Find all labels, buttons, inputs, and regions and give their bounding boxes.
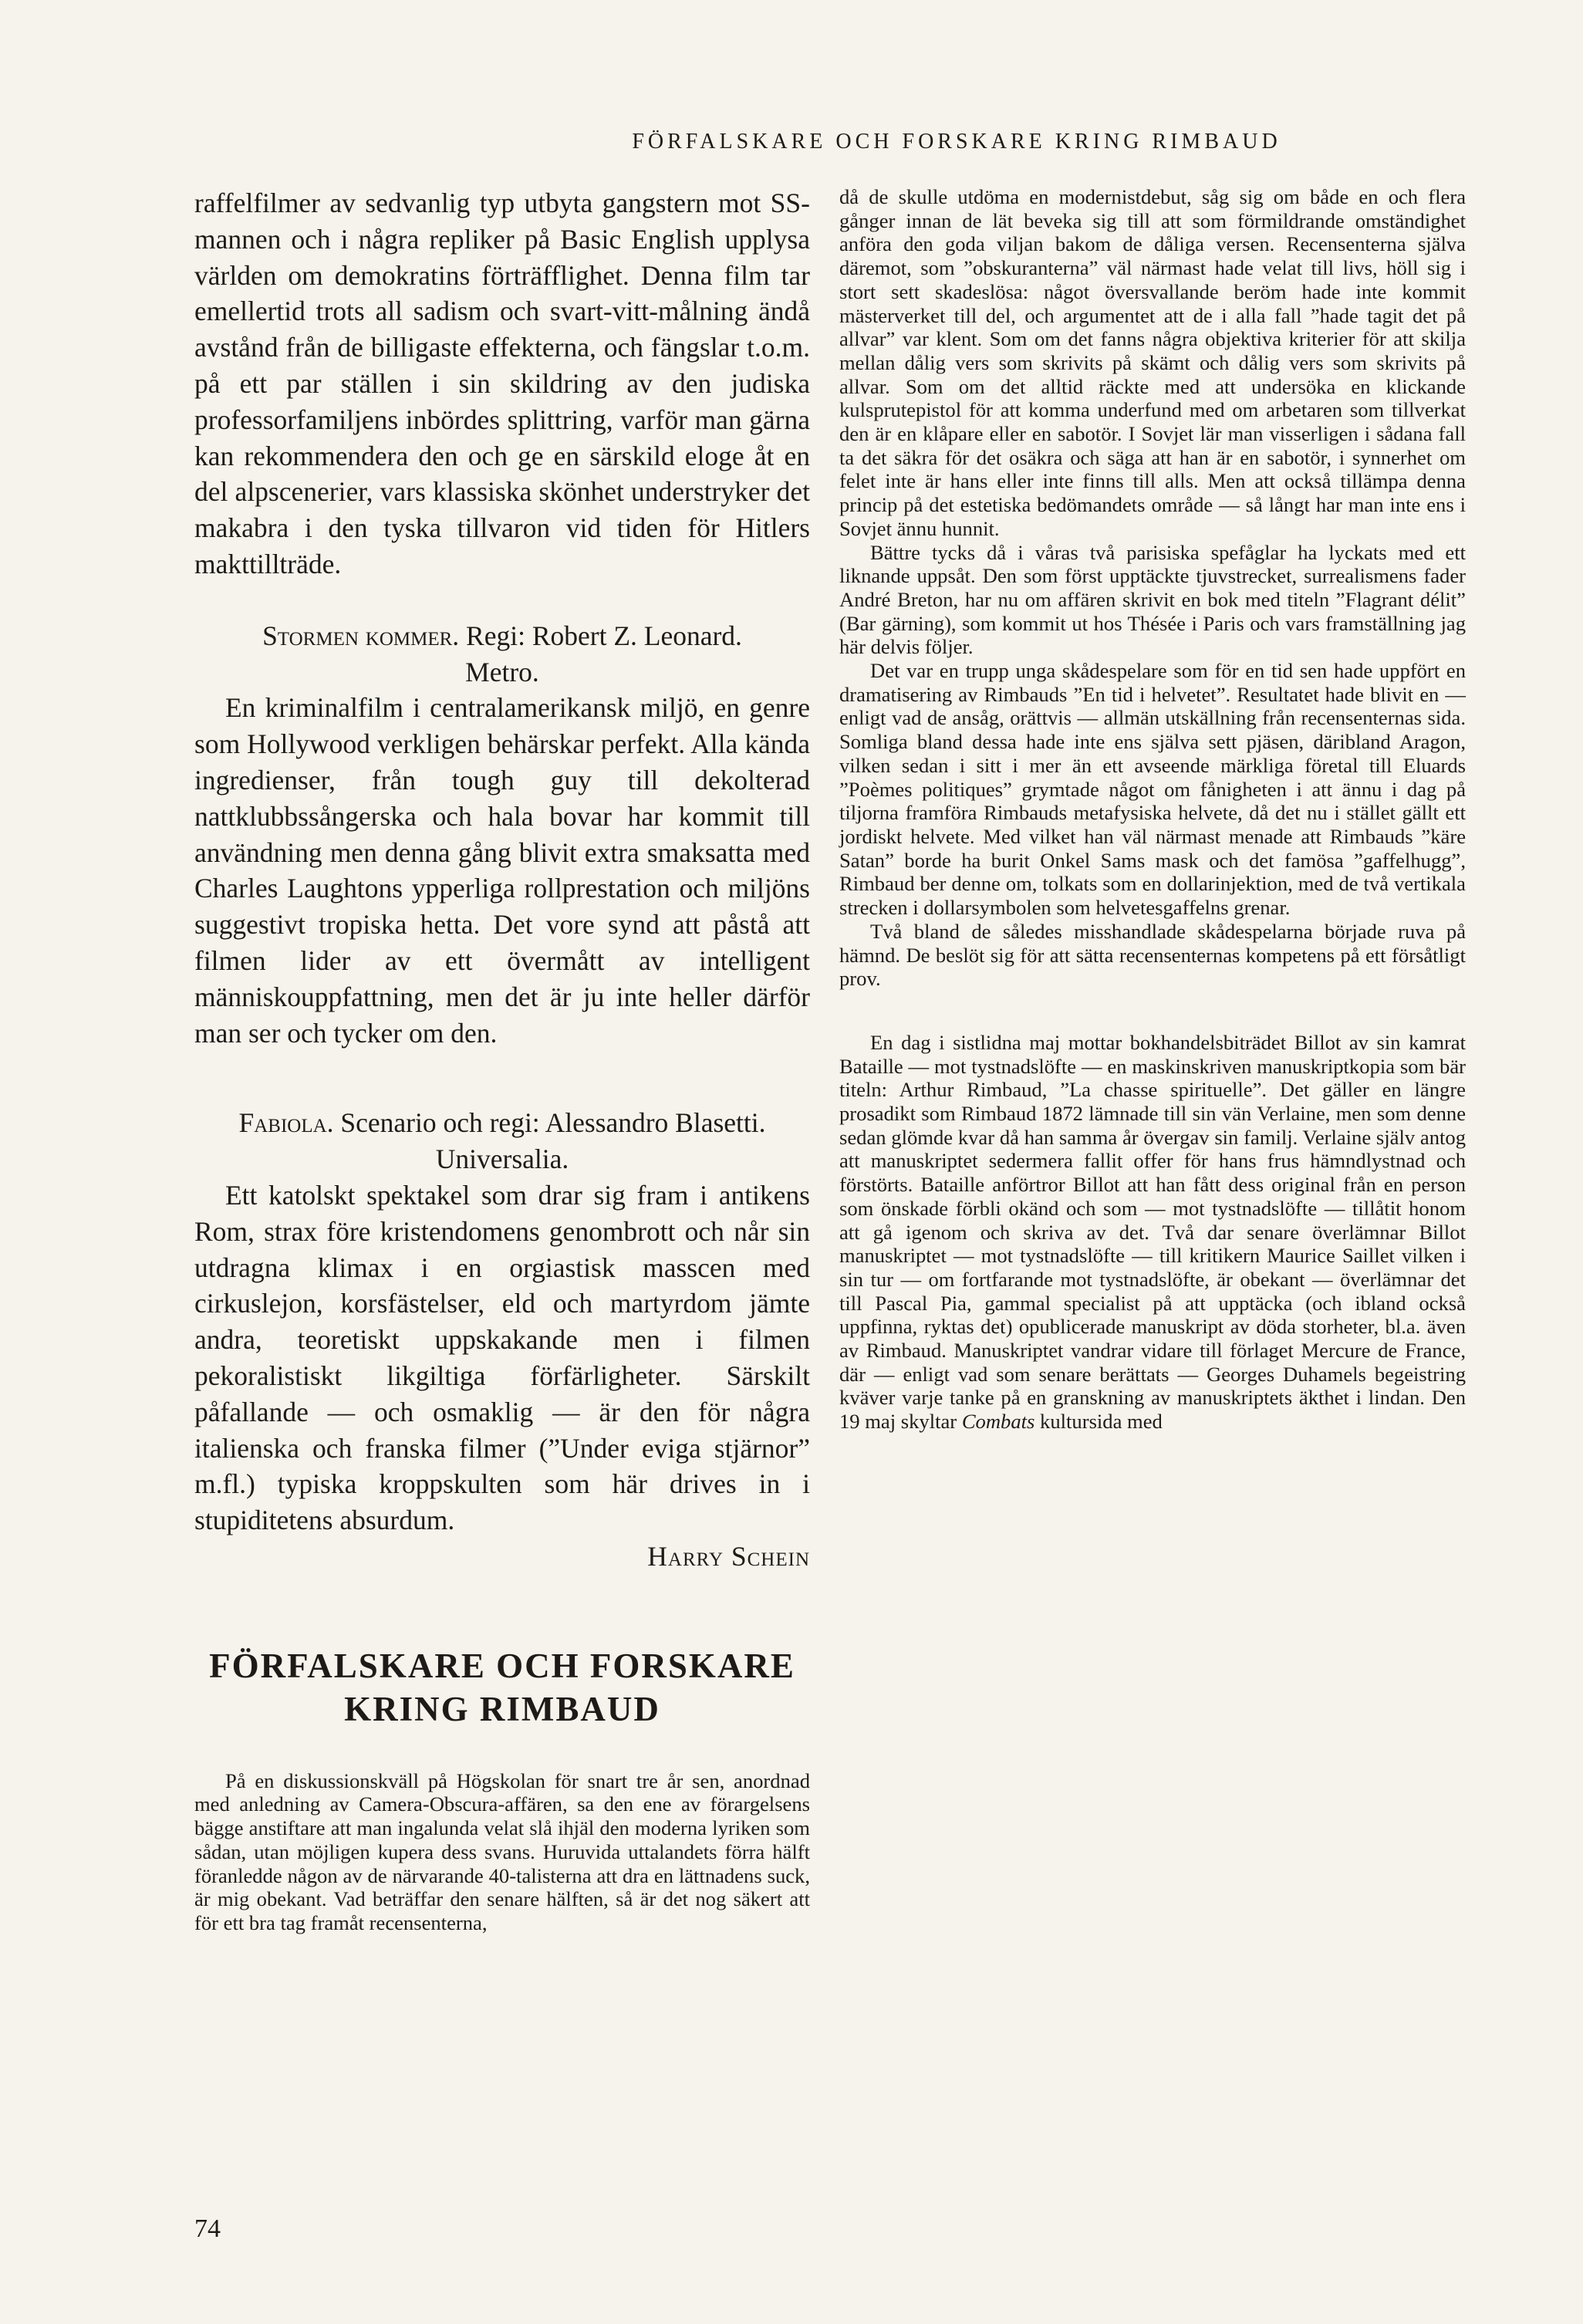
article-paragraph-5-end: kultursida med (1040, 1410, 1163, 1434)
review-body-stormen: En kriminalfilm i centralamerikansk miljö, en genre som Hollywood verkligen behärskar perfekt. Alla kända ingredienser, från tough guy till dekolterad nattklubbssångerska och hala bovar har kommit till användning men denna gång blivit extra smaksatta med Charles Laughtons ypperliga rollprestation och miljöns suggestivt tropiska hetta. Det vore synd att påstå att filmen lider av ett övermått av intelligent människouppfattning, men det är ju inte heller därför man ser och tycker om den. (194, 692, 810, 1049)
article-paragraph-4: Två bland de således misshandlade skådespelarna började ruva på hämnd. De beslöt sig för att sätta recensenternas kompetens på ett försåtligt prov. (839, 919, 1466, 991)
page-number: 74 (194, 2214, 221, 2243)
review-credits-fabiola: Scenario och regi: Alessandro Blasetti. Universalia. (340, 1107, 766, 1175)
article-title (194, 1644, 810, 1731)
review-title-fabiola: Fabiola. (238, 1107, 334, 1139)
review-body-fabiola: Ett katolskt spektakel som drar sig fram i antikens Rom, strax före kristendomens genombrott och når sin utdragna klimax i en orgiastisk masscen med cirkuslejon, korsfästelser, eld och martyrdom jämte andra, teoretiskt uppskakande men i filmen pekoralistiskt likgiltiga förfärligheter. Särskilt påfallande — och osmaklig — är den för några italienska och franska filmer (”Under eviga stjärnor” m.fl.) typiska kroppskulten som här drives in i stupiditetens absurdum. (194, 1179, 810, 1536)
article-intro-paragraph: På en diskussionskväll på Högskolan för snart tre år sen, anordnad med anledning av Camera-Obscura-affären, sa den ene av förargelsens bägge anstiftare att man ingalunda velat slå ihjäl den moderna lyriken som sådan, utan möjligen kupera dess svans. Huruvida uttalandets förra hälft föranledde någon av de närvarande 40-talisterna att dra en lättnadens suck, är mig obekant. Vad beträffar den senare hälften, så är det nog säkert att för ett bra tag framåt recensenterna, (194, 1768, 810, 1934)
review-credits-stormen: Regi: Robert Z. Leonard. Metro. (465, 620, 742, 687)
combats-title: Combats (961, 1410, 1035, 1434)
article-paragraph-1: då de skulle utdöma en modernistdebut, såg sig om både en och flera gånger innan de lät beveka sig till att som förmildrande omständighet anföra den goda viljan bakom de dåliga versen. Recensenterna själva däremot, som ”obskuranterna” väl närmast hade velat till livs, höll sig i stort sett skadeslösa: något översvallande beröm hade inte kommit mästerverket till del, och argumentet att de i alla fall ”hade tagit det på allvar” var klent. Som om det fanns några objektiva kriterier för att skilja mellan dålig vers som skrivits på skämt och dålig vers som skrivits på allvar. Som om det alltid räckte med att undersöka en klickande kulsprutepistol för att komma underfund med om arbetaren som tillverkat den är en klåpare eller en sabotör. I Sovjet lär man visserligen i sådana fall ta det säkra för det osäkra och säga att han är en sabotör, i synnerhet om felet inte är hans eller inte finns till alls. Men att också tillämpa denna princip på det estetiska bedömandets område — så långt har man inte ens i Sovjet ännu hunnit. (839, 185, 1466, 540)
article-paragraph-5 (839, 1031, 1466, 1434)
right-column (839, 185, 1466, 1434)
review-heading-fabiola (194, 1105, 810, 1177)
review-byline (194, 1539, 810, 1575)
review-title-stormen: Stormen kommer. (262, 620, 460, 651)
article-paragraph-3: Det var en trupp unga skådespelare som för en tid sen hade uppfört en dramatisering av Rimbauds ”En tid i helvetet”. Resultatet hade blivit en — enligt vad de ansåg, orättvis — allmän utskällning från recensenternas sida. Somliga bland dessa hade inte ens själva sett pjäsen, däribland Aragon, vilken sedan i sitt i mer än ett avseende märkliga företal till Eluards ”Poèmes politiques” grymtade något om fånigheten i att ännu i dag på tiljorna framföra Rimbauds metafysiska helvete, då det nu i stället gällt ett jordiskt helvete. Med vilket han väl närmast menade att Rimbauds ”käre Satan” borde ha burit Onkel Sams mask och det famösa ”gaffelhugg”, Rimbaud ber denne om, tolkats som en dollarinjektion, med de två vertikala strecken i dollarsymbolen som helvetesgaffelns grenar. (839, 659, 1466, 920)
review-author: Harry Schein (647, 1540, 810, 1572)
article-paragraph-2: Bättre tycks då i våras två parisiska spefåglar ha lyckats med ett liknande uppsåt. Den som först upptäckte tjuvstrecket, surrealismens fader André Breton, har nu om affären skrivit en bok med titeln ”Flagrant délit” (Bar gärning), som kommit ut hos Thésée i Paris och vars framställning jag här delvis följer. (839, 540, 1466, 659)
continuation-paragraph: raffelfilmer av sedvanlig typ utbyta gangstern mot SS-mannen och i några repliker på Basic English upplysa världen om demokratins förträfflighet. Denna film tar emellertid trots all sadism och svart-vitt-målning ändå avstånd från de billigaste effekterna, och fängslar t.o.m. på ett par ställen i sin skildring av den judiska professorfamiljens inbördes splittring, varför man gärna kan rekommendera den och ge en särskild eloge åt en del alpscenerier, vars klassiska skönhet understryker det makabra i den tyska tillvaron vid tiden för Hitlers makttillträde. (194, 187, 810, 579)
left-column (194, 185, 810, 1935)
article-paragraph-5-text: En dag i sistlidna maj mottar bokhandelsbiträdet Billot av sin kamrat Bataille — mot tystnadslöfte — en maskinskriven manuskriptkopia som bär titeln: Arthur Rimbaud, ”La chasse spirituelle”. Det gäller en längre prosadikt som Rimbaud 1872 lämnade till sin vän Verlaine, men som denne sedan glömde kvar då han samma år övergav sin familj. Verlaine själv antog att manuskriptet sedermera fallit offer för hans frus hämndlystnad och förstörts. Bataille anförtror Billot att han fått dess original från en person som önskade förbli okänd och som — mot tystnadslöfte — tillåtit honom att gå igenom och skriva av det. Två dar senare överlämnar Billot manuskriptet — mot tystnadslöfte — till kritikern Maurice Saillet vilken i sin tur — om fortfarande mot tystnadslöfte, är obekant — överlämnar det till Pascal Pia, gammal specialist på att upptäcka (och ibland också uppfinna, ryktas det) opublicerade manuskript av döda storheter, bl.a. även av Rimbaud. Manuskriptet vandrar vidare till förlaget Mercure de France, där — enligt vad som senare berättats — Georges Duhamels begeistring kväver varje tanke på en granskning av manuskriptets äkthet i lindan. Den 19 maj skyltar (839, 1030, 1466, 1434)
running-head: FÖRFALSKARE OCH FORSKARE KRING RIMBAUD (632, 130, 1281, 154)
review-heading-stormen (194, 618, 810, 691)
article-title-line1: FÖRFALSKARE OCH FORSKARE (209, 1646, 795, 1685)
article-title-line2: KRING RIMBAUD (344, 1689, 660, 1728)
